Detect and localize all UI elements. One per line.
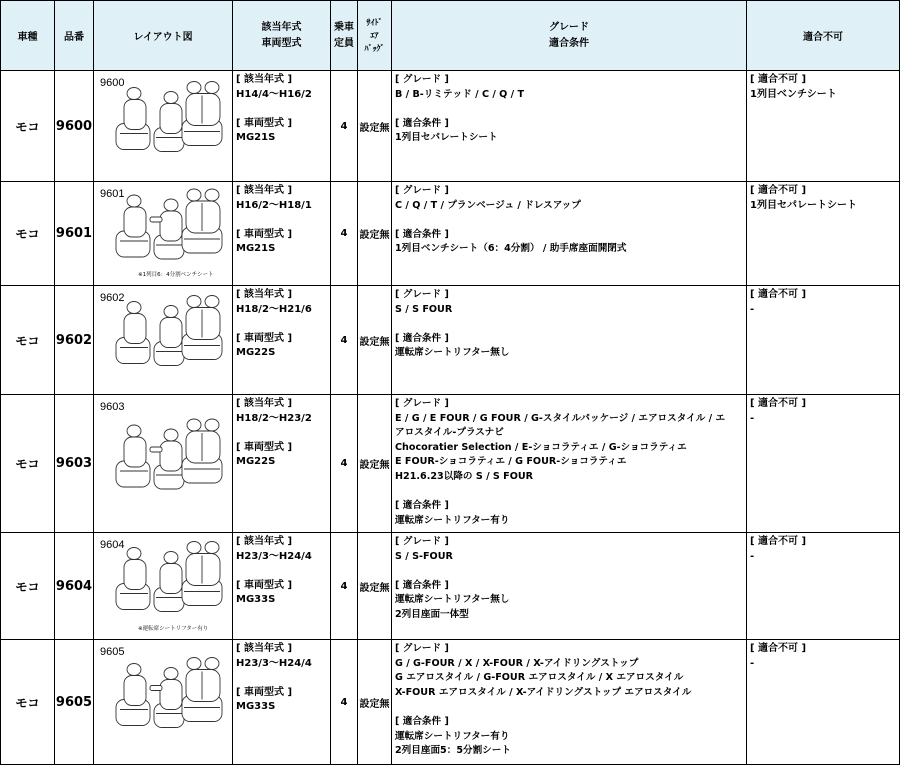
grade-label: [ グレード ] bbox=[395, 643, 449, 654]
condition-line: 1列目ベンチシート（6：4分割） / 助手席座面開閉式 bbox=[395, 243, 627, 255]
layout-cell bbox=[94, 286, 233, 395]
layout-number: 9601 bbox=[100, 188, 125, 200]
seat-count: 4 bbox=[340, 696, 348, 708]
seats-cell bbox=[331, 286, 358, 395]
ng-value: 1列目ベンチシート bbox=[750, 88, 837, 100]
ng-value: - bbox=[750, 303, 755, 315]
model-cell bbox=[1, 395, 55, 533]
ng-value: 1列目セパレートシート bbox=[750, 199, 857, 211]
seat-count: 4 bbox=[340, 458, 348, 469]
condition-line: 運転席シートリフター有り bbox=[395, 514, 510, 526]
grade-line: S / S-FOUR bbox=[395, 550, 453, 562]
model-name: モコ bbox=[15, 457, 40, 471]
code-cell bbox=[55, 533, 94, 640]
ng-value: - bbox=[750, 550, 755, 562]
header-grade bbox=[392, 1, 747, 71]
layout-cell bbox=[94, 71, 233, 182]
table-row bbox=[1, 640, 900, 765]
type-label: [ 車両型式 ] bbox=[236, 579, 293, 591]
code-cell bbox=[55, 71, 94, 182]
grade-list bbox=[395, 200, 581, 211]
year-cell bbox=[233, 640, 331, 765]
layout-cell bbox=[94, 182, 233, 286]
part-number: 9605 bbox=[55, 694, 93, 710]
vehicle-type: MG21S bbox=[236, 243, 276, 255]
year-label: [ 該当年式 ] bbox=[236, 185, 293, 196]
condition-list bbox=[395, 347, 509, 358]
type-label: [ 車両型式 ] bbox=[236, 332, 293, 344]
year-cell bbox=[233, 286, 331, 395]
ng-label: [ 適合不可 ] bbox=[750, 643, 807, 654]
grade-line: E FOUR-ショコラティエ / G FOUR-ショコラティエ bbox=[395, 456, 627, 468]
ng-cell bbox=[747, 533, 900, 640]
seat-count: 4 bbox=[340, 334, 348, 346]
ng-cell bbox=[747, 182, 900, 286]
airbag-cell bbox=[358, 71, 392, 182]
grade-line: アロスタイル-プラスナビ bbox=[395, 427, 504, 439]
type-label: [ 車両型式 ] bbox=[236, 441, 293, 453]
airbag-value: 設定無 bbox=[359, 122, 390, 134]
grade-cell bbox=[392, 286, 747, 395]
model-name: モコ bbox=[15, 227, 40, 241]
condition-line: 2列目座面5：5分割シート bbox=[395, 745, 511, 757]
table-row bbox=[1, 71, 900, 182]
ng-cell bbox=[747, 395, 900, 533]
header-grade-line1: グレード bbox=[549, 21, 589, 33]
seat-count: 4 bbox=[340, 228, 348, 239]
layout-number: 9602 bbox=[100, 292, 125, 304]
part-number: 9602 bbox=[55, 332, 93, 348]
grade-cell bbox=[392, 182, 747, 286]
airbag-cell bbox=[358, 286, 392, 395]
grade-cell bbox=[392, 395, 747, 533]
condition-label: [ 適合条件 ] bbox=[395, 332, 449, 344]
type-label: [ 車両型式 ] bbox=[236, 117, 293, 129]
seat-layout-diagram bbox=[94, 640, 233, 763]
condition-list bbox=[395, 515, 509, 526]
type-label: [ 車両型式 ] bbox=[236, 228, 293, 240]
grade-line: Chocoratier Selection / E-ショコラティエ / G-ショコラティエ bbox=[395, 441, 687, 453]
model-name: モコ bbox=[15, 695, 40, 710]
year-cell bbox=[233, 533, 331, 640]
grade-list bbox=[395, 304, 452, 315]
grade-line: S / S FOUR bbox=[395, 303, 453, 315]
seats-cell bbox=[331, 395, 358, 533]
type-label: [ 車両型式 ] bbox=[236, 686, 293, 698]
header-layout: レイアウト図 bbox=[94, 1, 233, 71]
model-cell bbox=[1, 71, 55, 182]
part-number: 9603 bbox=[55, 456, 93, 471]
vehicle-type: MG22S bbox=[236, 347, 276, 359]
grade-list bbox=[395, 413, 725, 482]
table-row bbox=[1, 286, 900, 395]
grade-list bbox=[395, 89, 524, 100]
ng-value: - bbox=[750, 657, 755, 669]
airbag-cell bbox=[358, 640, 392, 765]
year-range: H14/4～H16/2 bbox=[236, 88, 312, 100]
header-year bbox=[233, 1, 331, 71]
year-cell bbox=[233, 395, 331, 533]
condition-label: [ 適合条件 ] bbox=[395, 579, 449, 591]
model-cell bbox=[1, 182, 55, 286]
grade-cell bbox=[392, 71, 747, 182]
condition-line: 2列目座面一体型 bbox=[395, 608, 469, 620]
grade-label: [ グレード ] bbox=[395, 536, 449, 547]
condition-label: [ 適合条件 ] bbox=[395, 500, 449, 512]
year-label: [ 該当年式 ] bbox=[236, 643, 293, 654]
vehicle-type: MG33S bbox=[236, 701, 276, 713]
grade-line: G エアロスタイル / G-FOUR エアロスタイル / X エアロスタイル bbox=[395, 672, 684, 684]
header-model: 車種 bbox=[1, 1, 55, 71]
layout-number: 9603 bbox=[100, 401, 125, 413]
year-label: [ 該当年式 ] bbox=[236, 398, 293, 409]
seat-count: 4 bbox=[340, 120, 348, 132]
model-name: モコ bbox=[15, 579, 40, 594]
airbag-cell bbox=[358, 533, 392, 640]
seats-cell bbox=[331, 182, 358, 286]
condition-list bbox=[395, 243, 627, 254]
header-airbag-line1: ｻｲﾄﾞ bbox=[366, 18, 383, 27]
vehicle-type: MG22S bbox=[236, 456, 276, 468]
ng-cell bbox=[747, 640, 900, 765]
year-range: H23/3～H24/4 bbox=[236, 657, 312, 669]
seats-cell bbox=[331, 71, 358, 182]
airbag-value: 設定無 bbox=[359, 698, 390, 710]
layout-note: ※運転席シートリフター有り bbox=[138, 626, 209, 632]
layout-cell bbox=[94, 533, 233, 640]
condition-line: 1列目セパレートシート bbox=[395, 132, 498, 144]
grade-cell bbox=[392, 640, 747, 765]
grade-label: [ グレード ] bbox=[395, 185, 449, 196]
part-number: 9604 bbox=[55, 578, 93, 594]
year-cell bbox=[233, 71, 331, 182]
grade-label: [ グレード ] bbox=[395, 74, 449, 85]
header-ng: 適合不可 bbox=[747, 1, 900, 71]
airbag-value: 設定無 bbox=[359, 460, 390, 471]
year-range: H23/3～H24/4 bbox=[236, 550, 312, 562]
condition-list bbox=[395, 132, 498, 143]
ng-label: [ 適合不可 ] bbox=[750, 289, 807, 300]
layout-note: ※1列目6：4分割ベンチシート bbox=[138, 272, 214, 278]
ng-cell bbox=[747, 71, 900, 182]
code-cell bbox=[55, 395, 94, 533]
ng-label: [ 適合不可 ] bbox=[750, 185, 807, 196]
model-name: モコ bbox=[15, 333, 40, 348]
grade-line: B / B-リミテッド / C / Q / T bbox=[395, 88, 525, 100]
year-range: H16/2～H18/1 bbox=[236, 199, 312, 211]
layout-cell bbox=[94, 395, 233, 533]
condition-list bbox=[395, 731, 511, 757]
grade-list bbox=[395, 658, 691, 698]
part-number: 9600 bbox=[55, 118, 93, 134]
header-seats bbox=[331, 1, 358, 71]
seats-cell bbox=[331, 533, 358, 640]
seat-count: 4 bbox=[340, 580, 348, 592]
header-code: 品番 bbox=[55, 1, 94, 71]
grade-cell bbox=[392, 533, 747, 640]
condition-line: 運転席シートリフター無し bbox=[395, 594, 510, 606]
model-cell bbox=[1, 533, 55, 640]
layout-number: 9605 bbox=[100, 646, 125, 658]
seats-cell bbox=[331, 640, 358, 765]
airbag-cell bbox=[358, 182, 392, 286]
header-airbag-line3: ﾊﾞｯｸﾞ bbox=[364, 44, 385, 53]
header-row bbox=[1, 1, 900, 71]
year-label: [ 該当年式 ] bbox=[236, 74, 293, 85]
year-range: H18/2～H21/6 bbox=[236, 303, 312, 315]
ng-label: [ 適合不可 ] bbox=[750, 398, 807, 409]
condition-label: [ 適合条件 ] bbox=[395, 117, 449, 129]
header-seats-line1: 乗車 bbox=[334, 21, 354, 33]
condition-line: 運転席シートリフター無し bbox=[395, 347, 510, 359]
model-name: モコ bbox=[15, 119, 40, 134]
year-cell bbox=[233, 182, 331, 286]
airbag-cell bbox=[358, 395, 392, 533]
grade-line: X-FOUR エアロスタイル / X-アイドリングストップ エアロスタイル bbox=[395, 686, 692, 698]
grade-line: H21.6.23以降の S / S FOUR bbox=[395, 470, 534, 482]
year-range: H18/2～H23/2 bbox=[236, 412, 312, 424]
table-row bbox=[1, 182, 900, 286]
ng-cell bbox=[747, 286, 900, 395]
year-label: [ 該当年式 ] bbox=[236, 289, 293, 300]
code-cell bbox=[55, 286, 94, 395]
grade-list bbox=[395, 551, 453, 562]
layout-cell bbox=[94, 640, 233, 765]
grade-label: [ グレード ] bbox=[395, 289, 449, 300]
airbag-value: 設定無 bbox=[359, 230, 390, 241]
part-number: 9601 bbox=[55, 226, 93, 241]
year-label: [ 該当年式 ] bbox=[236, 536, 293, 547]
ng-label: [ 適合不可 ] bbox=[750, 74, 807, 85]
vehicle-type: MG21S bbox=[236, 132, 276, 144]
condition-line: 運転席シートリフター有り bbox=[395, 730, 510, 742]
model-cell bbox=[1, 286, 55, 395]
ng-value: - bbox=[750, 412, 755, 424]
seat-layout-diagram bbox=[94, 395, 233, 531]
header-year-line1: 該当年式 bbox=[261, 21, 302, 33]
grade-line: E / G / E FOUR / G FOUR / G-スタイルパッケージ / エアロスタイル / エ bbox=[395, 412, 726, 424]
grade-label: [ グレード ] bbox=[395, 398, 449, 409]
grade-line: G / G-FOUR / X / X-FOUR / X-アイドリングストップ bbox=[395, 657, 639, 669]
vehicle-type: MG33S bbox=[236, 594, 276, 606]
layout-number: 9604 bbox=[100, 539, 125, 551]
condition-label: [ 適合条件 ] bbox=[395, 715, 449, 727]
code-cell bbox=[55, 640, 94, 765]
layout-number: 9600 bbox=[100, 77, 125, 89]
airbag-value: 設定無 bbox=[359, 336, 390, 348]
airbag-value: 設定無 bbox=[359, 582, 390, 594]
header-grade-line2: 適合条件 bbox=[549, 37, 589, 49]
grade-line: C / Q / T / プランベージュ / ドレスアップ bbox=[395, 199, 581, 211]
table-row bbox=[1, 395, 900, 533]
model-cell bbox=[1, 640, 55, 765]
condition-list bbox=[395, 594, 509, 620]
header-airbag bbox=[358, 1, 392, 71]
table-row bbox=[1, 533, 900, 640]
ng-label: [ 適合不可 ] bbox=[750, 536, 807, 547]
header-seats-line2: 定員 bbox=[334, 37, 354, 49]
code-cell bbox=[55, 182, 94, 286]
header-airbag-line2: ｴｱ bbox=[370, 31, 379, 40]
header-year-line2: 車両型式 bbox=[261, 37, 302, 49]
condition-label: [ 適合条件 ] bbox=[395, 228, 449, 240]
